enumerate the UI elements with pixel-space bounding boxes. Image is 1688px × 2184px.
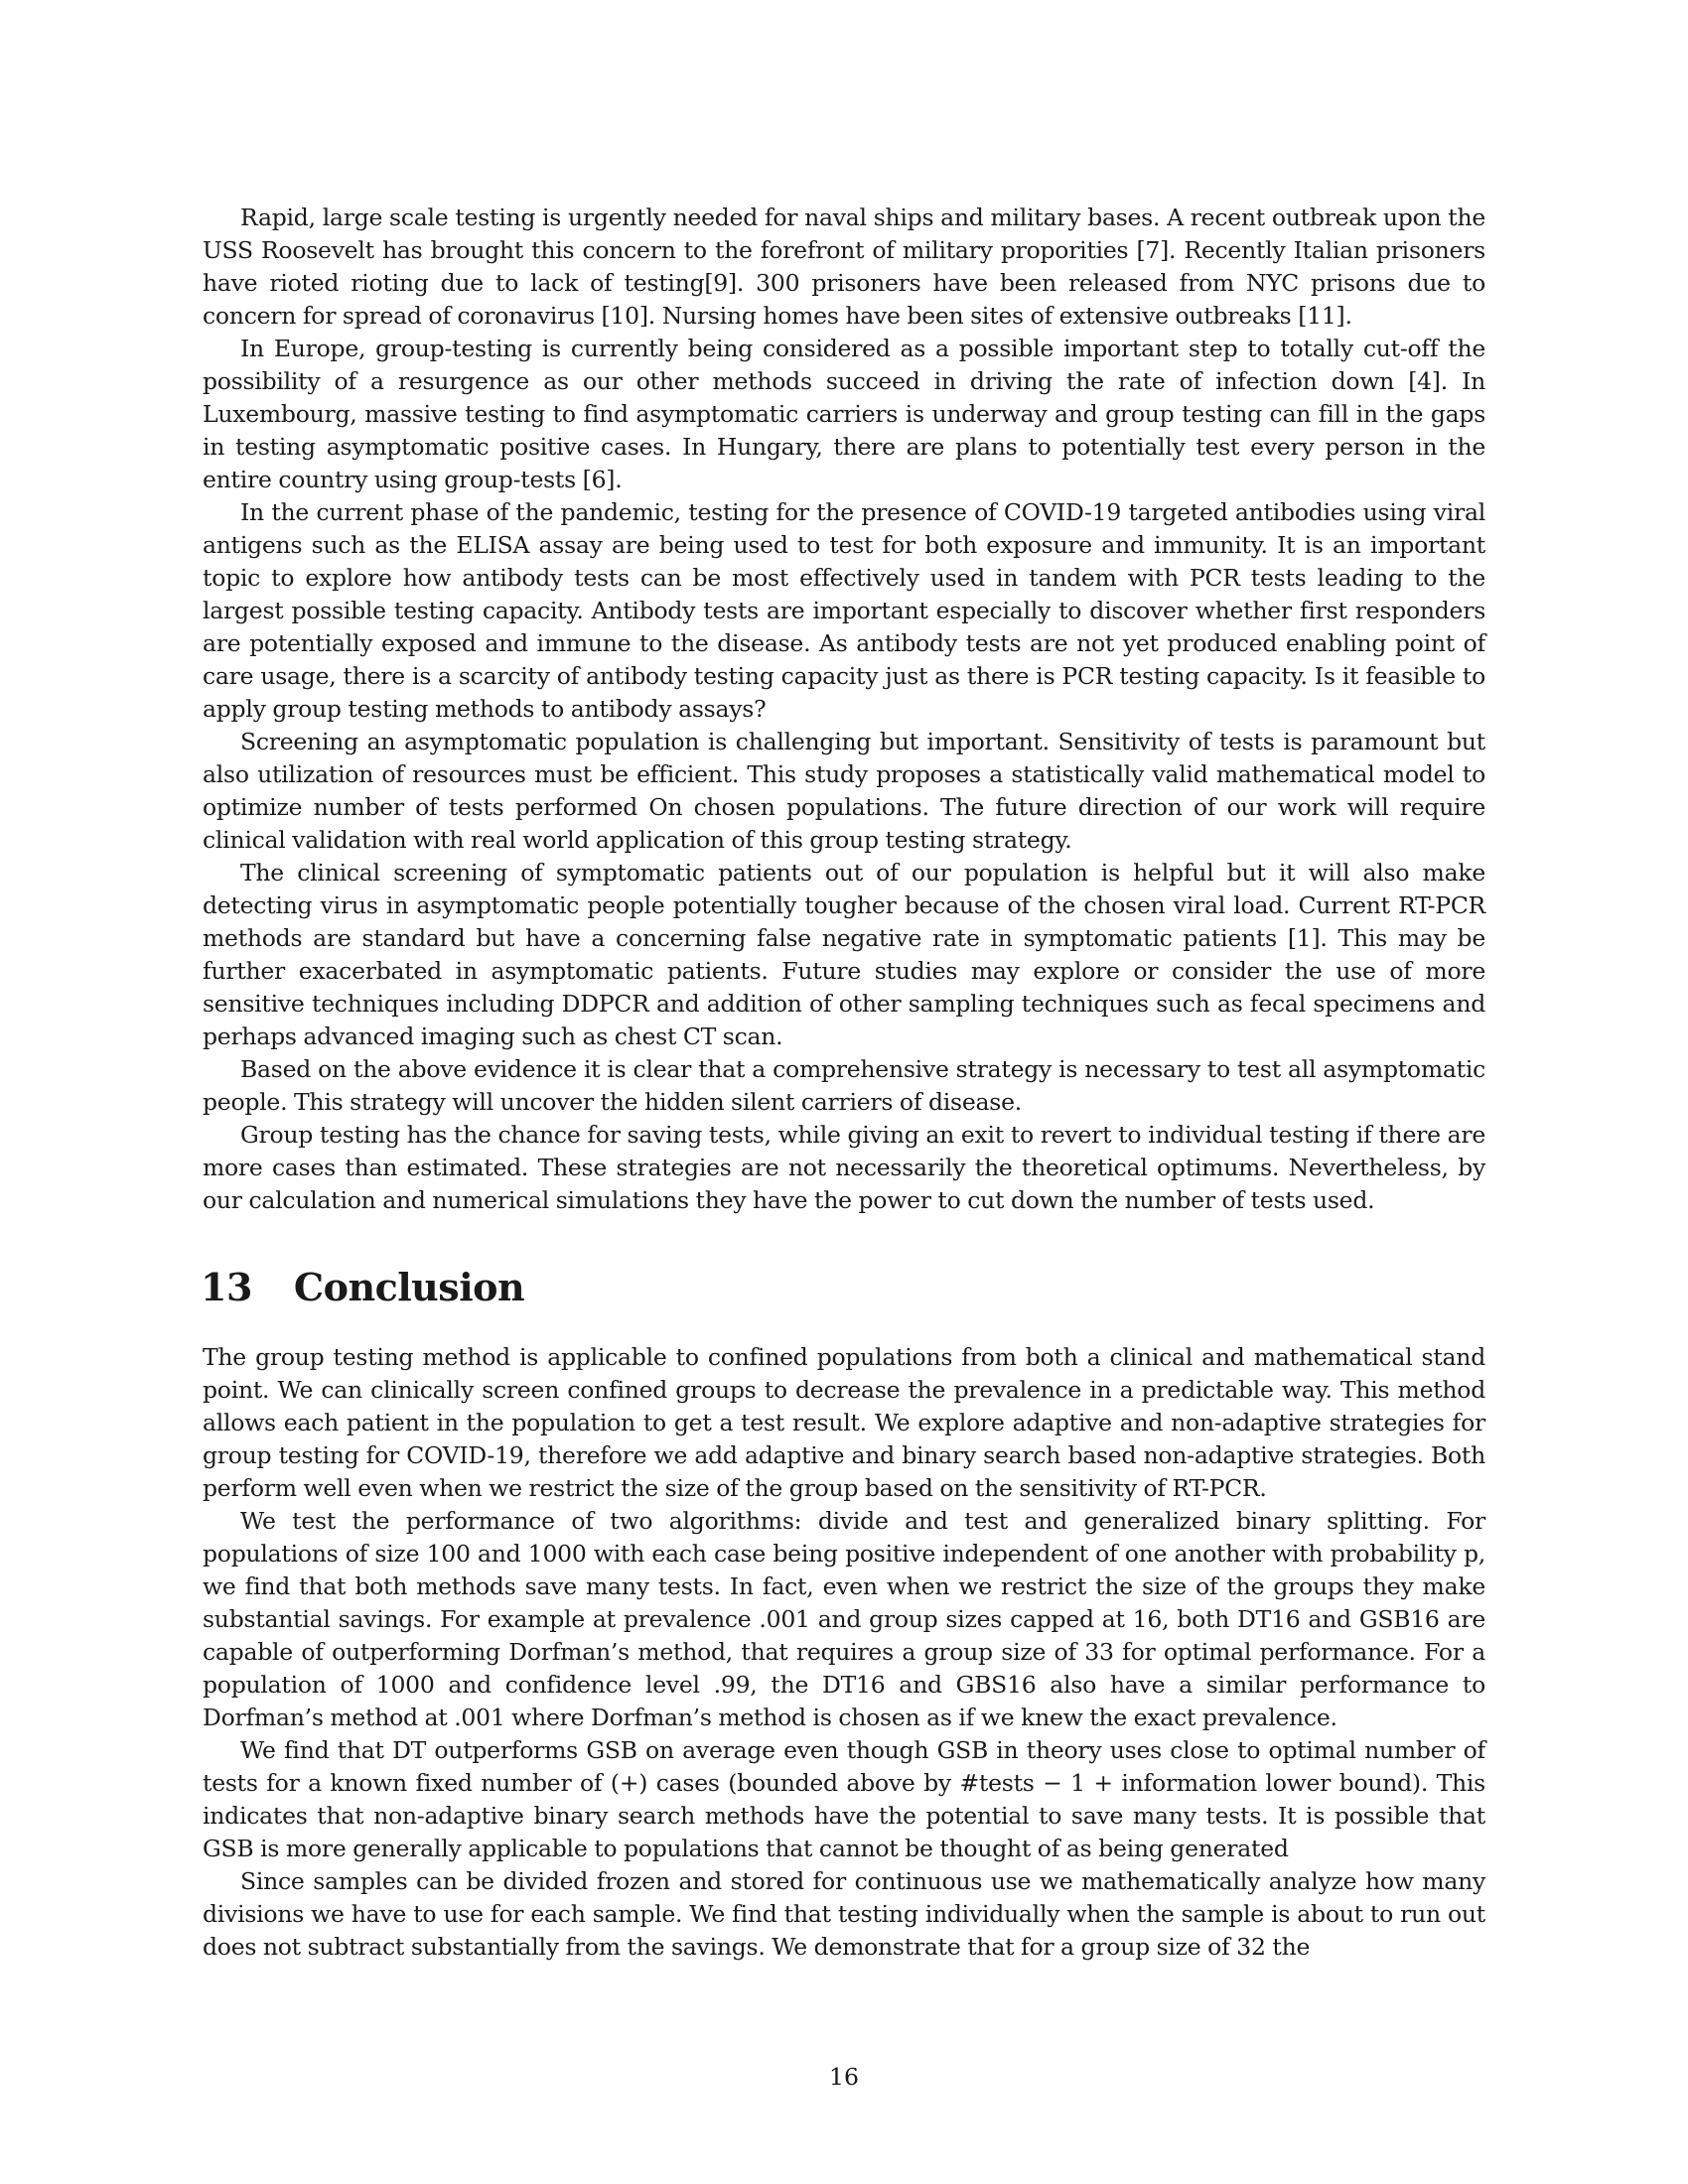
section-heading [201,1265,524,1309]
section-title: Conclusion [293,1265,525,1309]
paragraph-military-testing: Rapid, large scale testing is urgently needed for naval ships and military bases. A recent outbreak upon the USS Roosevelt has brought this concern to the forefront of military proporities [7]. Recently Italian prisoners have rioted rioting due to lack of testing[9]. 300 prisoners have been released from NYC prisons due to concern for spread of coronavirus [10]. Nursing homes have been sites of extensive outbreaks [11]. [203,204,1485,330]
paragraph-conclusion-intro: The group testing method is applicable to confined populations from both a clinical and mathematical stand point. We can clinically screen confined groups to decrease the prevalence in a predictable way. This method allows each patient in the population to get a test result. We explore adaptive and non-adaptive strategies for group testing for COVID-19, therefore we add adaptive and binary search based non-adaptive strategies. Both perform well even when we restrict the size of the group based on the sensitivity of RT-PCR. [203,1343,1485,1502]
paragraph-saving-tests: Group testing has the chance for saving tests, while giving an exit to revert to individual testing if there are more cases than estimated. These strategies are not necessarily the theoretical optimums. Nevertheless, by our calculation and numerical simulations they have the power to cut down the number of tests used. [203,1121,1485,1214]
page-number: 16 [829,2063,859,2091]
paragraph-algorithm-performance: We test the performance of two algorithms: divide and test and generalized binary splitting. For populations of size 100 and 1000 with each case being positive independent of one another with probability p, we find that both methods save many tests. In fact, even when we restrict the size of the groups they make substantial savings. For example at prevalence .001 and group sizes capped at 16, both DT16 and GSB16 are capable of outperforming Dorfman’s method, that requires a group size of 33 for optimal performance. For a population of 1000 and confidence level .99, the DT16 and GBS16 also have a similar performance to Dorfman’s method at .001 where Dorfman’s method is chosen as if we knew the exact prevalence. [203,1507,1485,1731]
conclusion-text [203,1341,1485,1964]
section-number: 13 [201,1265,252,1309]
paragraph-europe-group-testing: In Europe, group-testing is currently being considered as a possible important step to totally cut-off the possibility of a resurgence as our other methods succeed in driving the rate of infection down [4]. In Luxembourg, massive testing to find asymptomatic carriers is underway and group testing can fill in the gaps in testing asymptomatic positive cases. In Hungary, there are plans to potentially test every person in the entire country using group-tests [6]. [203,335,1485,493]
discussion-text [203,202,1485,1217]
paragraph-comprehensive-strategy: Based on the above evidence it is clear that a comprehensive strategy is necessary to test all asymptomatic people. This strategy will uncover the hidden silent carriers of disease. [203,1055,1485,1116]
paragraph-dt-vs-gsb: We find that DT outperforms GSB on average even though GSB in theory uses close to optimal number of tests for a known fixed number of (+) cases (bounded above by #tests − 1 + information lower bound). This indicates that non-adaptive binary search methods have the potential to save many tests. It is possible that GSB is more generally applicable to populations that cannot be thought of as being generated [203,1736,1485,1862]
paragraph-clinical-screening: The clinical screening of symptomatic patients out of our population is helpful but it will also make detecting virus in asymptomatic people potentially tougher because of the chosen viral load. Current RT-PCR methods are standard but have a concerning false negative rate in symptomatic patients [1]. This may be further exacerbated in asymptomatic patients. Future studies may explore or consider the use of more sensitive techniques including DDPCR and addition of other sampling techniques such as fecal specimens and perhaps advanced imaging such as chest CT scan. [203,859,1485,1050]
paragraph-asymptomatic-screening: Screening an asymptomatic population is challenging but important. Sensitivity of tests is paramount but also utilization of resources must be efficient. This study proposes a statistically valid mathematical model to optimize number of tests performed On chosen populations. The future direction of our work will require clinical validation with real world application of this group testing strategy. [203,728,1485,854]
paragraph-antibody-testing: In the current phase of the pandemic, testing for the presence of COVID-19 targeted antibodies using viral antigens such as the ELISA assay are being used to test for both exposure and immunity. It is an important topic to explore how antibody tests can be most effectively used in tandem with PCR tests leading to the largest possible testing capacity. Antibody tests are important especially to discover whether first responders are potentially exposed and immune to the disease. As antibody tests are not yet produced enabling point of care usage, there is a scarcity of antibody testing capacity just as there is PCR testing capacity. Is it feasible to apply group testing methods to antibody assays? [203,498,1485,723]
paragraph-sample-division: Since samples can be divided frozen and stored for continuous use we mathematically analyze how many divisions we have to use for each sample. We find that testing individually when the sample is about to run out does not subtract substantially from the savings. We demonstrate that for a group size of 32 the [203,1867,1485,1961]
